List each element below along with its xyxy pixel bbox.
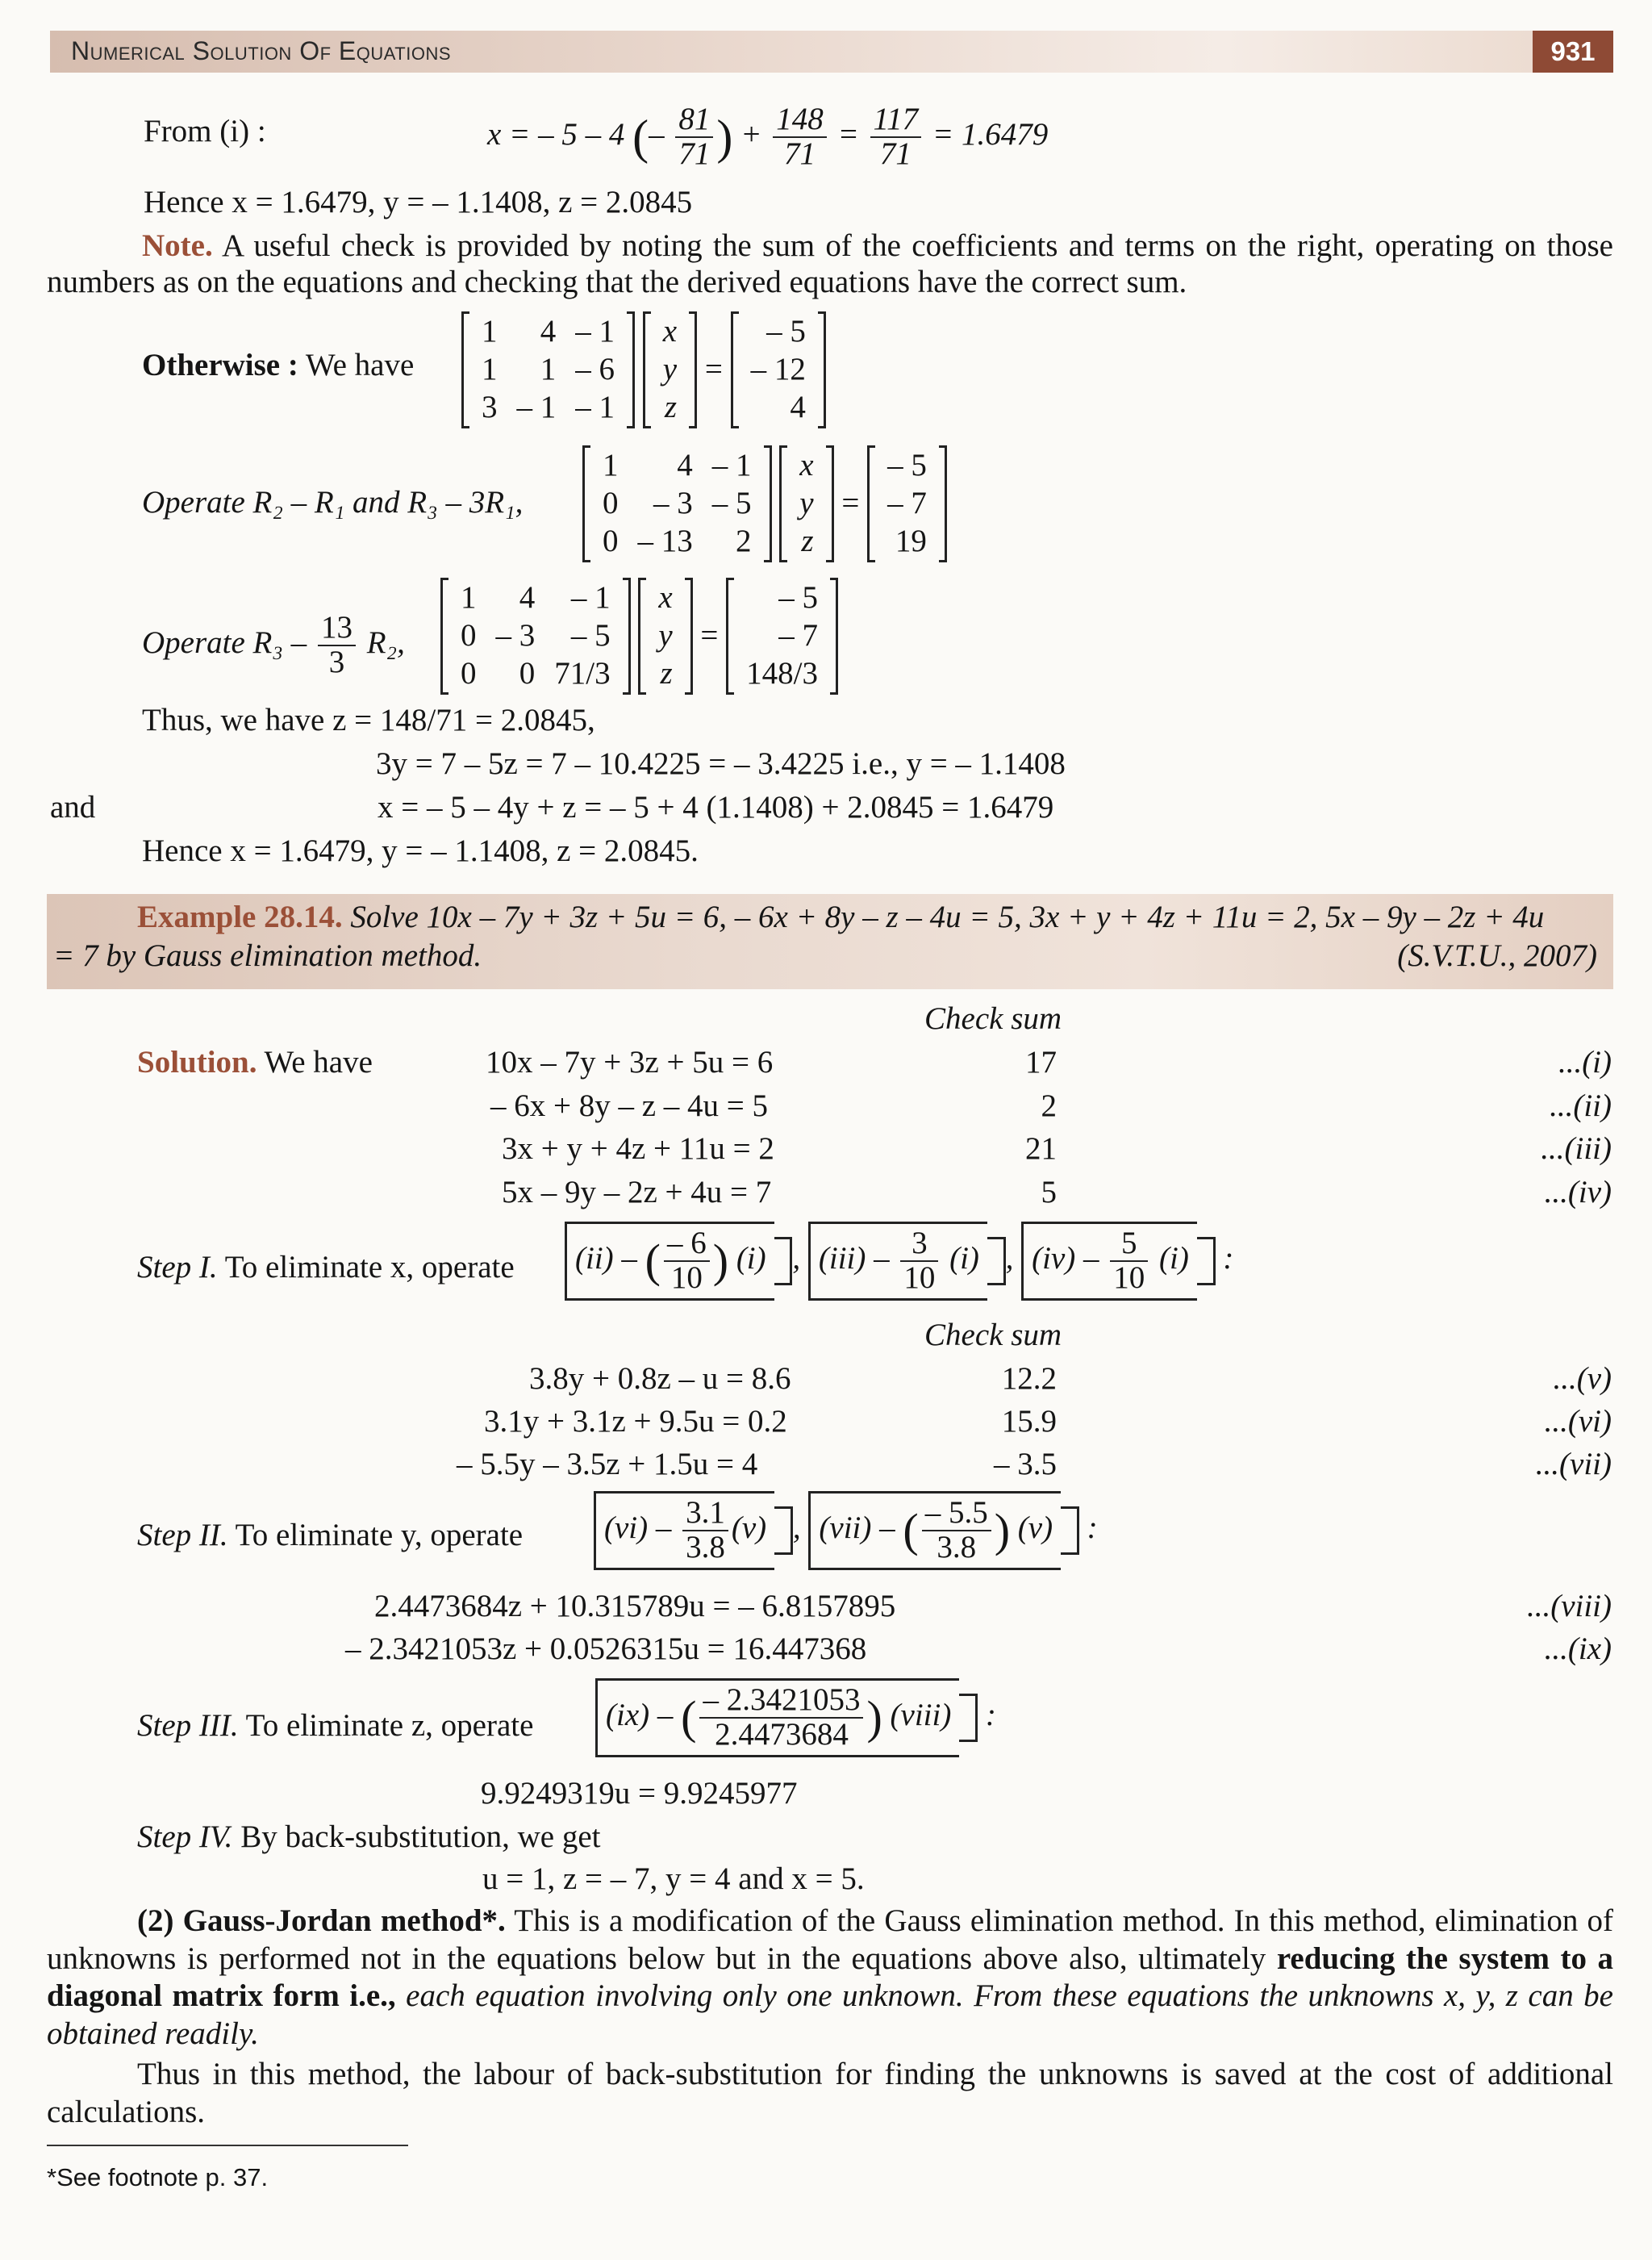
equation: 2.4473684z + 10.315789u = – 6.8157895 [374,1589,896,1623]
matrix-b-cell: – 7 [778,617,818,653]
equation: – 5.5y – 3.5z + 1.5u = 4 [457,1447,758,1481]
matrix-a-cell: 1 [482,314,498,349]
plus-sign: + [740,116,762,152]
matrix-a-cell: – 3 [653,485,693,520]
matrix-a-cell: 71/3 [554,655,611,691]
matrix-a-cell: 2 [736,523,752,558]
and-label: and [50,790,96,825]
matrix-a-cell: 0 [603,485,619,520]
matrix-x-cell: x [662,314,678,349]
solution-intro [137,1044,373,1082]
rhs-vector-3 [726,578,838,695]
step-4-title: Step IV. [137,1819,233,1854]
fraction-117-71: $\frac{117}{71}$ [870,103,922,171]
running-header [50,31,1613,73]
step1-bracket-2: (iii) – $\frac{3}{10}$ (i) [808,1222,987,1301]
fraction-148-71: $\frac{148}{71}$ [773,103,827,171]
gauss-jordan-label: (2) Gauss-Jordan method*. [137,1903,506,1938]
matrix-x-cell: y [799,485,814,520]
matrix-equation-2: 1 4 – 1 0 – 3 – 5 0 – 13 2 x y z = – 5 – 7 19 [582,445,947,562]
from-eq-a: x = – 5 – 4 [487,116,625,152]
otherwise-label: Otherwise : [142,348,298,382]
step-3-operation: (ix) – ( $\frac{- 2.3421053}{2.4473684}$ ) (viii) : [595,1678,996,1757]
matrix-a-cell: 1 [603,448,619,482]
matrix-equation-1: 1 4 – 1 1 1 – 6 3 – 1 – 1 x y z = – 5 – 12 4 [461,311,826,428]
equation: 3x + y + 4z + 11u = 2 [502,1131,774,1166]
step-4-result: u = 1, z = – 7, y = 4 and x = 5. [482,1861,865,1896]
check-sum-header-1: Check sum [924,1001,1062,1036]
equation-tag: ...(vi) [1544,1404,1612,1439]
from-label: From (i) : [144,114,266,148]
check-sum-value: 21 [1025,1131,1057,1166]
check-sum-header-2: Check sum [924,1318,1062,1352]
step1-bracket-1: (ii) – ( $\frac{- 6}{10}$ ) (i) [565,1222,774,1301]
matrix-b-cell: 148/3 [746,655,818,691]
equation: 3.8y + 0.8z – u = 8.6 [529,1361,791,1396]
step-4-text: By back-substitution, we get [240,1819,601,1854]
step-3-equation: 9.9249319u = 9.9245977 [481,1776,798,1811]
matrix-a-cell: – 5 [570,617,611,653]
matrix-a-cell: 1 [540,351,557,386]
gauss-jordan-text: This is a modification of the Gauss elimination method. In this method, elimination of unknowns is performed not in the equations below but in the equations above also, ultimately [47,1903,1613,1976]
step2-bracket-1: (vi) – $\frac{3.1}{3.8}$ (v) [594,1491,774,1570]
example-source: (S.V.T.U., 2007) [1397,938,1597,973]
matrix-equation-3: 1 4 – 1 0 – 3 – 5 0 0 71/3 x y z = – 5 – 7 148/3 [440,578,838,695]
matrix-x-cell: z [664,389,678,424]
unknown-vector-2 [779,445,833,562]
matrix-a-cell: 4 [677,448,693,482]
gauss-jordan-bold: reducing the system to a diagonal matrix form i.e., [47,1940,1614,2013]
equation: – 6x + 8y – z – 4u = 5 [490,1088,769,1123]
equation-tag: ...(iv) [1544,1174,1612,1209]
matrix-a-cell: 4 [519,580,536,615]
unknown-vector-1 [643,311,697,428]
rhs-vector-1 [731,311,826,428]
gauss-jordan-paragraph [47,1903,1613,2053]
solution-label: Solution. [137,1045,257,1080]
example-text-1: Solve 10x – 7y + 3z + 5u = 6, – 6x + 8y – z – 4u = 5, 3x + y + 4z + 11u = 2, 5x – 9y – 2z + 4u [350,900,1545,934]
fraction-13-3: $\frac{13}{3}$ [318,612,356,679]
matrix-a-cell: 0 [603,523,619,558]
step-2-title: Step II. [137,1518,228,1552]
matrix-b-cell: 4 [790,389,806,424]
matrix-a-cell: – 3 [495,617,536,653]
coefficient-matrix-3 [440,578,631,695]
step-1-operation: (ii) – ( $\frac{- 6}{10}$ ) (i) , (iii) – $\frac{3}{10}$ (i) , (iv) – $\frac{5}{10}$ (i) : [565,1222,1233,1301]
fraction-81-71: $\frac{81}{71}$ [675,103,713,171]
footnote: *See footnote p. 37. [47,2163,269,2191]
step-4-label [137,1819,600,1857]
thus-line-3: x = – 5 – 4y + z = – 5 + 4 (1.1408) + 2.0845 = 1.6479 [378,790,1054,825]
equals-sign: = [837,116,859,152]
example-text-2: = 7 by Gauss elimination method. [53,938,482,973]
op2-post: R₂, [366,625,405,660]
matrix-a-cell: – 1 [575,314,615,349]
matrix-x-cell: y [662,351,678,386]
gauss-jordan-paragraph-2: Thus in this method, the labour of back-substitution for finding the unknowns is saved at the cost of additional calculations. [47,2057,1613,2129]
matrix-x-cell: x [658,580,673,615]
example-box [47,894,1613,989]
matrix-a-cell: – 1 [711,448,752,482]
equation-tag: ...(vii) [1535,1447,1612,1481]
matrix-a-cell: 3 [482,389,498,424]
equation: – 2.3421053z + 0.0526315u = 16.447368 [345,1631,867,1666]
note-text: A useful check is provided by noting the sum of the coefficients and terms on the right, operating on those numbers as on the equations and checking that the derived equations have the correct sum. [47,228,1613,299]
otherwise-text: We have [305,348,415,382]
step-3-label [137,1707,533,1745]
equation-tag: ...(ii) [1550,1088,1612,1123]
matrix-b-cell: – 7 [887,485,927,520]
matrix-a-cell: 4 [540,314,557,349]
note-label: Note. [142,228,213,263]
check-sum-value: 2 [1041,1088,1057,1123]
equation-tag: ...(iii) [1541,1131,1612,1166]
hence-line-2: Hence x = 1.6479, y = – 1.1408, z = 2.0845. [142,833,699,868]
matrix-b-cell: – 12 [750,351,806,386]
hence-line-1: Hence x = 1.6479, y = – 1.1408, z = 2.0845 [144,185,693,219]
op2-pre: Operate R₃ – [142,625,307,660]
equation: 10x – 7y + 3z + 5u = 6 [486,1045,774,1080]
matrix-x-cell: z [801,523,814,558]
matrix-x-cell: z [660,655,673,691]
matrix-x-cell: y [658,617,673,653]
chapter-title: Numerical Solution Of Equations [71,36,452,65]
operate-step-1-label: Operate R₂ – R₁ and R₃ – 3R₁, [142,485,524,520]
equation-tag: ...(i) [1558,1045,1612,1080]
matrix-a-cell: 0 [461,655,477,691]
step-2-text: To eliminate y, operate [235,1518,524,1552]
matrix-a-cell: – 5 [711,485,752,520]
step-1-text: To eliminate x, operate [224,1250,515,1285]
step-3-text: To eliminate z, operate [245,1708,534,1743]
unknown-vector-3 [638,578,692,695]
check-sum-value: 12.2 [1001,1361,1057,1396]
equation: 3.1y + 3.1z + 9.5u = 0.2 [484,1404,787,1439]
matrix-a-cell: 1 [482,351,498,386]
matrix-a-cell: 1 [461,580,477,615]
step-1-label [137,1249,515,1287]
equation-tag: ...(viii) [1526,1589,1612,1623]
equation-tag: ...(ix) [1544,1631,1612,1666]
coefficient-matrix-1 [461,311,635,428]
coefficient-matrix-2 [582,445,772,562]
step-2-label [137,1517,523,1555]
step-3-title: Step III. [137,1708,239,1743]
matrix-a-cell: – 6 [575,351,615,386]
page-number: 931 [1533,31,1613,73]
step2-bracket-2: (vii) – ( $\frac{- 5.5}{3.8}$ ) (v) [808,1491,1061,1570]
matrix-a-cell: – 1 [516,389,557,424]
note-paragraph [47,228,1613,300]
footnote-rule [47,2145,408,2146]
rhs-vector-2 [867,445,947,562]
matrix-b-cell: – 5 [887,448,927,482]
example-label: Example 28.14. [137,900,343,934]
otherwise-line [142,347,414,385]
solution-we-have: We have [264,1045,373,1080]
equation: 5x – 9y – 2z + 4u = 7 [502,1174,772,1209]
equation-tag: ...(v) [1553,1361,1612,1396]
matrix-a-cell: 0 [461,617,477,653]
step-2-operation: (vi) – $\frac{3.1}{3.8}$ (v) , (vii) – ( $\frac{- 5.5}{3.8}$ ) (v) : [594,1491,1098,1570]
check-sum-value: 5 [1041,1174,1057,1209]
example-line-1 [137,899,1544,937]
matrix-a-cell: – 1 [575,389,615,424]
matrix-a-cell: – 13 [637,523,693,558]
operate-step-2-label [142,612,405,679]
check-sum-value: 15.9 [1001,1404,1057,1439]
matrix-b-cell: – 5 [778,580,818,615]
step1-bracket-3: (iv) – $\frac{5}{10}$ (i) [1021,1222,1197,1301]
step-1-title: Step I. [137,1250,218,1285]
from-result: = 1.6479 [932,116,1049,152]
matrix-a-cell: 0 [519,655,536,691]
step3-bracket: (ix) – ( $\frac{- 2.3421053}{2.4473684}$ ) (viii) [595,1678,959,1757]
check-sum-value: – 3.5 [994,1447,1057,1481]
check-sum-value: 17 [1025,1045,1057,1080]
matrix-x-cell: x [799,448,814,482]
thus-line-1: Thus, we have z = 148/71 = 2.0845, [142,703,595,737]
matrix-b-cell: 19 [895,523,927,558]
gauss-jordan-italic: each equation involving only one unknown. From these equations the unknowns x, y, z can be obtained readily. [47,1978,1613,2051]
from-equation: x = – 5 – 4 (– $\frac{81}{71}$ ) + $\frac{148}{71}$ = $\frac{117}{71}$ = 1.6479 [487,102,1049,171]
thus-line-2: 3y = 7 – 5z = 7 – 10.4225 = – 3.4225 i.e., y = – 1.1408 [376,746,1066,781]
matrix-b-cell: – 5 [766,314,806,349]
matrix-a-cell: – 1 [570,580,611,615]
